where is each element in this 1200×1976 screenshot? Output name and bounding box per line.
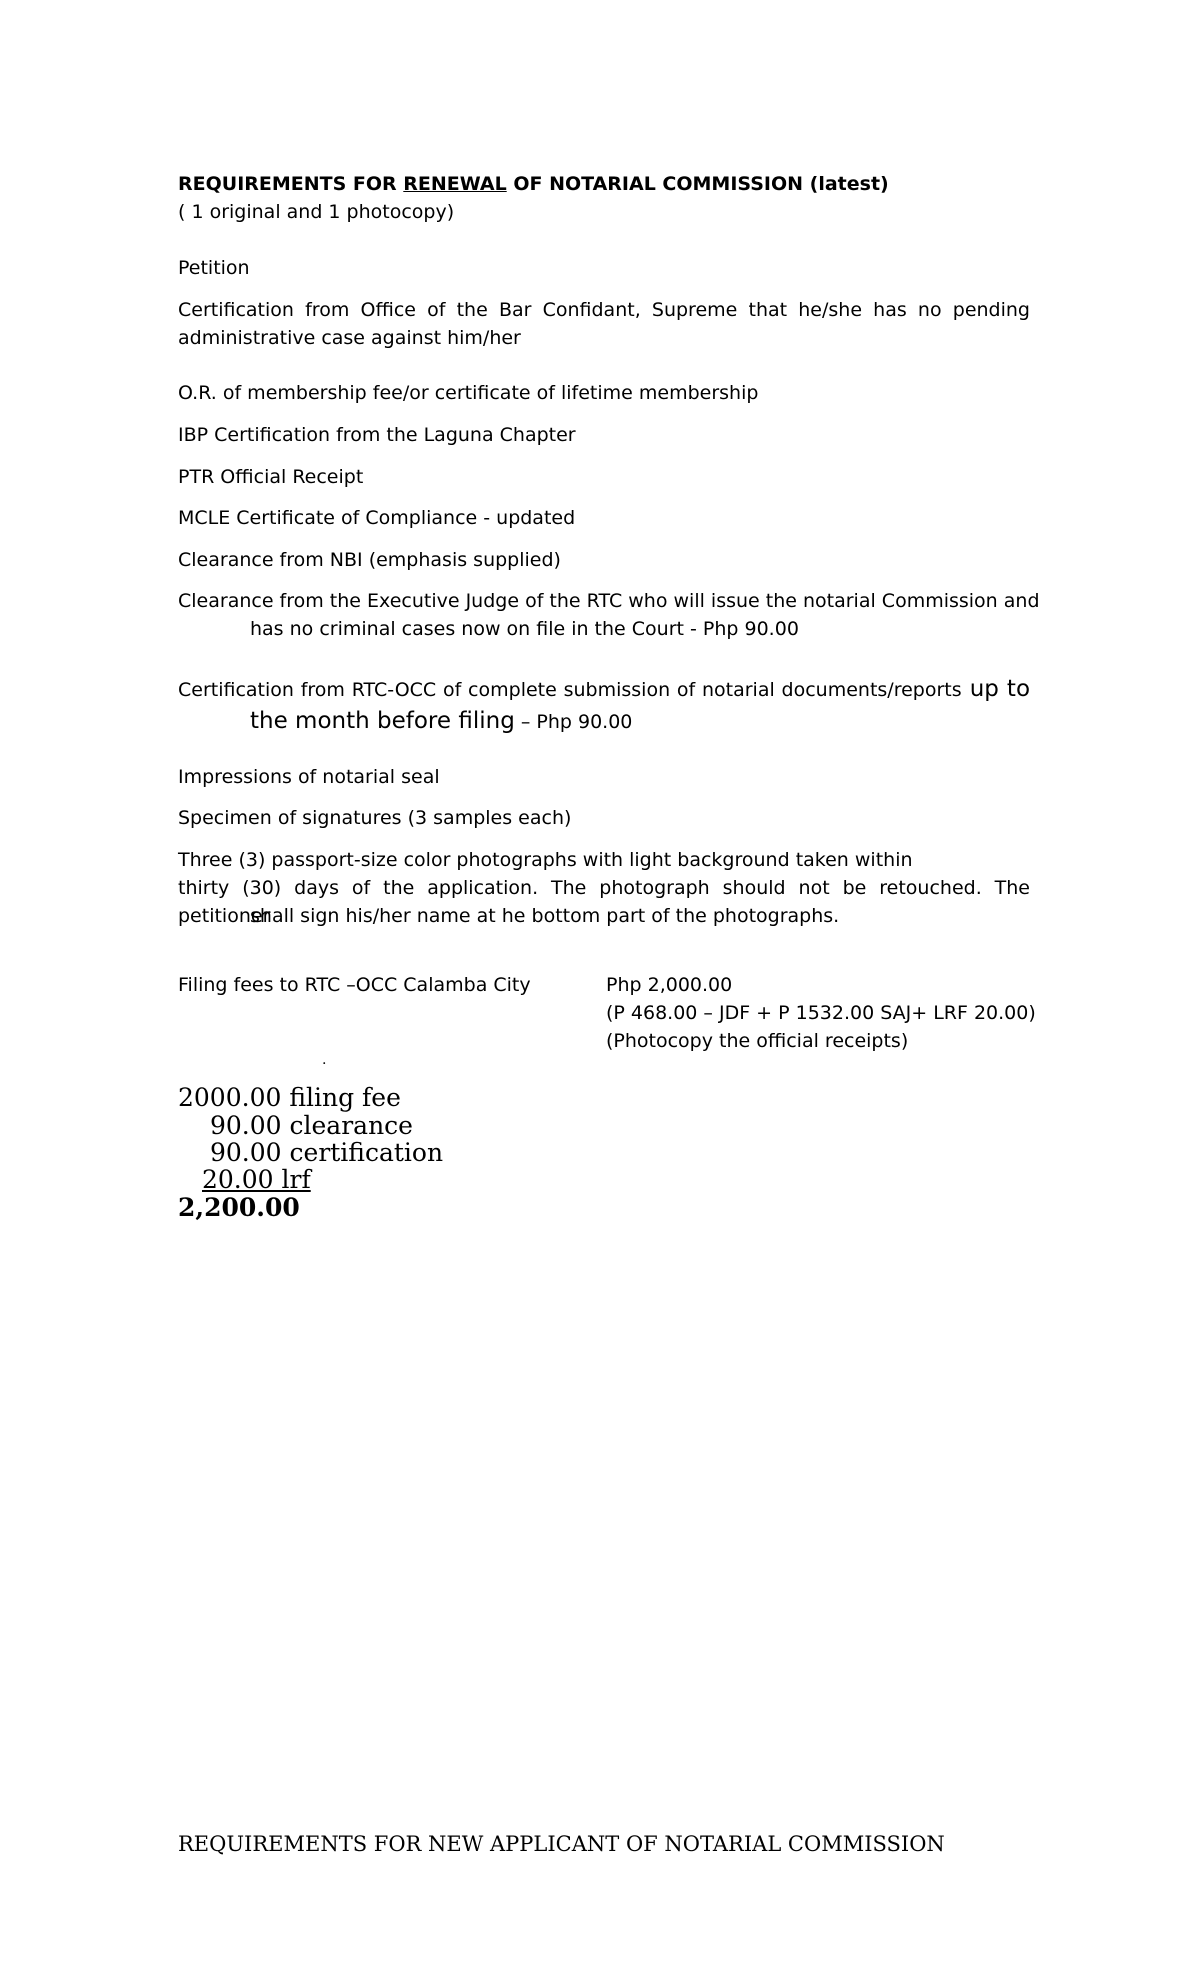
item-photos-line3: shall sign his/her name at he bottom part of the photographs. <box>250 905 840 927</box>
item-notarial-seal: Impressions of notarial seal <box>178 766 440 788</box>
item-rtc-clearance-line1: Clearance from the Executive Judge of the RTC who will issue the notarial Commission and <box>178 590 1040 612</box>
filing-fees-breakdown: (P 468.00 – JDF + P 1532.00 SAJ+ LRF 20.00) <box>606 1002 1036 1024</box>
new-applicant-title: REQUIREMENTS FOR NEW APPLICANT OF NOTARIAL COMMISSION <box>178 1832 945 1856</box>
computation-certification: 90.00 certification <box>210 1138 444 1167</box>
stray-mark: . <box>322 1052 327 1068</box>
item-signatures: Specimen of signatures (3 samples each) <box>178 807 572 829</box>
item-photos-line1: Three (3) passport-size color photographs with light background taken within <box>178 849 913 871</box>
item-ptr-receipt: PTR Official Receipt <box>178 466 364 488</box>
renewal-title-prefix: REQUIREMENTS FOR <box>178 173 404 195</box>
filing-fees-label: Filing fees to RTC –OCC Calamba City <box>178 974 531 996</box>
item-occ-certification-line1 <box>178 675 1030 704</box>
occ-certification-emphasis: up to <box>961 676 1031 702</box>
item-rtc-clearance-line2: has no criminal cases now on file in the Court - Php 90.00 <box>250 618 799 640</box>
computation-total: 2,200.00 <box>178 1193 300 1222</box>
copies-note: ( 1 original and 1 photocopy) <box>178 201 455 223</box>
renewal-title-emphasis: RENEWAL <box>403 173 507 195</box>
item-nbi-clearance: Clearance from NBI (emphasis supplied) <box>178 549 561 571</box>
computation-lrf: 20.00 lrf <box>202 1165 311 1194</box>
item-occ-certification-line2 <box>250 707 632 736</box>
occ-certification-emphasis-2: the month before filing <box>250 708 515 734</box>
item-mcle-certificate: MCLE Certificate of Compliance - updated <box>178 507 576 529</box>
item-bar-certification-line1: Certification from Office of the Bar Confidant, Supreme that he/she has no pending <box>178 299 1030 321</box>
item-ibp-certification: IBP Certification from the Laguna Chapter <box>178 424 576 446</box>
computation-clearance: 90.00 clearance <box>210 1111 413 1140</box>
renewal-title-suffix: OF NOTARIAL COMMISSION (latest) <box>506 173 889 195</box>
occ-certification-fee: – Php 90.00 <box>514 711 633 733</box>
filing-fees-amount: Php 2,000.00 <box>606 974 733 996</box>
computation-filing-fee: 2000.00 filing fee <box>178 1083 401 1112</box>
item-photos-line2: thirty (30) days of the application. The photograph should not be retouched. The petitioner <box>178 877 1030 927</box>
filing-fees-note: (Photocopy the official receipts) <box>606 1030 909 1052</box>
renewal-title <box>178 170 889 198</box>
item-petition: Petition <box>178 257 250 279</box>
item-bar-certification-line2: administrative case against him/her <box>178 327 521 349</box>
occ-certification-text: Certification from RTC-OCC of complete submission of notarial documents/reports <box>178 679 962 701</box>
item-membership-fee: O.R. of membership fee/or certificate of lifetime membership <box>178 382 759 404</box>
